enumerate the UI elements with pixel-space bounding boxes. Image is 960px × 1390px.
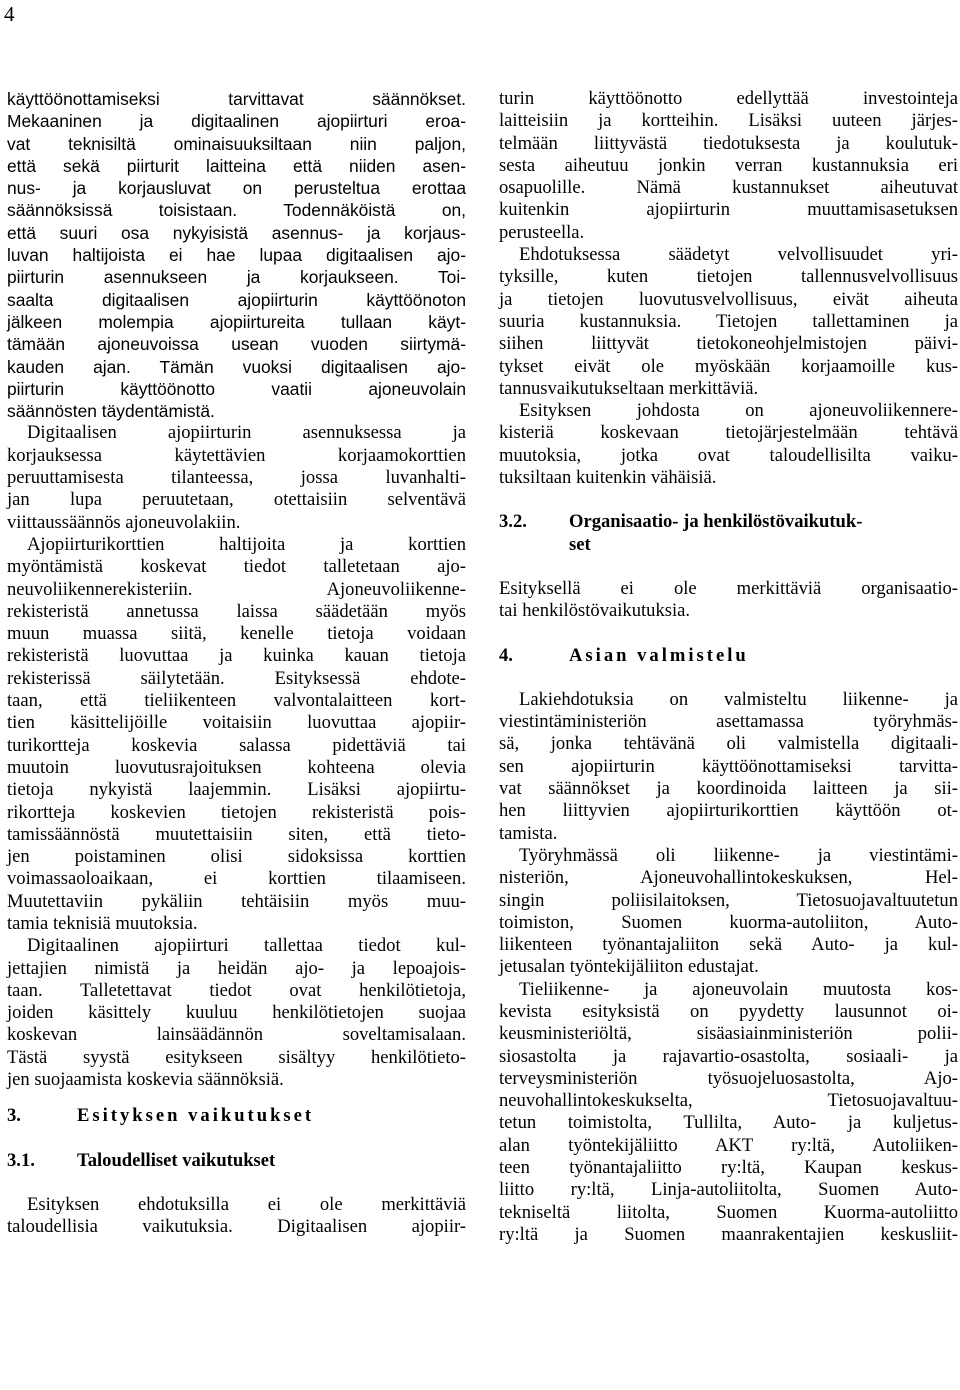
heading-number: 3.: [7, 1105, 21, 1127]
text-line: ja tietojen luovutusvelvollisuus, eivät aiheuta: [499, 288, 958, 310]
paragraph-velvollisuudet: [499, 244, 958, 400]
text-line: liitto ry:ltä, Linja-autoliitolta, Suomen Auto-: [499, 1179, 958, 1201]
text-line: korjauksessa käytettävien korjaamokorttien: [7, 444, 466, 466]
text-line: siihen liittyvät tietokoneohjelmistojen päivi-: [499, 333, 958, 355]
text-line: kevista esityksistä on pyydetty lausunnot oi-: [499, 1000, 958, 1022]
text-line: myöntämistä koskevat tiedot talletetaan ajo-: [7, 556, 466, 578]
text-line: kuitenkin ajopiirturin muuttamisasetuksen: [499, 199, 958, 221]
text-line: vat teknisiltä ominaisuuksiltaan niin paljon,: [7, 133, 466, 154]
text-line: käyttöönottamiseksi tarvittavat säännökset.: [7, 89, 466, 109]
text-line: tien käsittelijöille voitaisiin luovuttaa ajopiir-: [7, 712, 466, 734]
heading-asian-valmistelu: [499, 645, 958, 667]
text-line: Esityksen ehdotuksilla ei ole merkittäviä: [27, 1193, 466, 1215]
paragraph-kustannukset: [499, 88, 958, 244]
text-line: muun muassa siitä, kenelle tietoja voidaan: [7, 623, 466, 645]
paragraph-tyoryhma: [499, 845, 958, 979]
text-line: tamissäännöstä muutettaisiin siten, että tieto-: [7, 823, 466, 845]
text-line: taan, että tieliikenteen valvontalaitteen kort-: [7, 690, 466, 712]
text-line: sä, jonka tehtävänä oli valmistella digitaali-: [499, 733, 958, 755]
text-line: singin poliisilaitoksen, Tietosuojavaltuutetun: [499, 889, 958, 911]
text-line: Esityksen johdosta on ajoneuvoliikennere-: [519, 400, 958, 422]
paragraph-organisaatio: [499, 578, 958, 623]
text-line: Esityksellä ei ole merkittäviä organisaatio-: [499, 577, 958, 599]
text-line: tämään ajoneuvoissa usean vuoden siirtymä-: [7, 334, 466, 355]
text-line: Työryhmässä oli liikenne- ja viestintämi-: [519, 844, 958, 866]
text-line: viittaussäännös ajoneuvolakiin.: [7, 511, 241, 533]
heading-line: Organisaatio- ja henkilöstövaikutuk-: [569, 511, 863, 533]
text-line: turikortteja koskevia salassa pidettäviä tai: [7, 734, 466, 756]
text-line: Muutettaviin pykäliin tehtäisiin myös muu-: [7, 890, 466, 912]
text-line: terveysministeriön työsuojeluosastolta, Ajo-: [499, 1067, 958, 1089]
text-line: kauden ajan. Tämän vuoksi digitaalisen ajo-: [7, 356, 466, 377]
heading-number: 3.2.: [499, 511, 527, 533]
text-line: piirturin asennukseen ja korjaukseen. Toi-: [7, 267, 466, 288]
text-line: Tästä syystä esitykseen sisältyy henkilötieto-: [7, 1046, 466, 1068]
text-line: jetusalan työntekijäliiton edustajat.: [499, 956, 759, 978]
text-line: sen ajopiirturin käyttöönottamiseksi tarvitta-: [499, 755, 958, 777]
text-line: kisteriä koskevaan tietojärjestelmään tehtävä: [499, 422, 958, 444]
text-line: koskevan lainsäädännön soveltamisalaan.: [7, 1024, 466, 1046]
paragraph-korjaamokortit: [7, 422, 466, 533]
text-line: että suuri osa nykyisistä asennus- ja korjaus-: [7, 222, 466, 243]
text-line: Ajopiirturikorttien haltijoita ja korttien: [27, 533, 466, 555]
heading-taloudelliset-vaikutukset: [7, 1150, 466, 1172]
right-column: [499, 88, 958, 1246]
text-line: neuvoliikennerekisteriin. Ajoneuvoliikenne-: [7, 578, 466, 600]
text-line: tai henkilöstövaikutuksia.: [499, 600, 691, 622]
text-line: tannusvaikutukseltaan merkittäviä.: [499, 377, 759, 399]
text-line: taan. Talletettavat tiedot ovat henkilötietoja,: [7, 979, 466, 1001]
text-line: ry:ltä ja Suomen maanrakentajien keskusliit-: [499, 1223, 958, 1245]
text-line: teen työnantajaliitto ry:ltä, Kaupan keskus-: [499, 1157, 958, 1179]
text-line: joiden käsittely kuuluu henkilötietojen suojaa: [7, 1002, 466, 1024]
text-line: keusministeriöltä, sisäasiainministeriön polii-: [499, 1023, 958, 1045]
text-line: perusteella.: [499, 221, 585, 243]
paragraph-tietojarjestelma: [499, 400, 958, 489]
heading-text: Asian valmistelu: [569, 644, 749, 666]
text-line: peruuttamisesta tilanteessa, jossa luvanhalti-: [7, 467, 466, 489]
text-line: Lakiehdotuksia on valmisteltu liikenne- ja: [519, 688, 958, 710]
text-line: voimassaoloaikaan, ei korttien tilaamiseen.: [7, 868, 466, 890]
text-line: muutoksia, jotka ovat taloudellisilta vaiku-: [499, 444, 958, 466]
heading-esityksen-vaikutukset: [7, 1105, 466, 1127]
text-line: nisteriön, Ajoneuvohallintokeskuksen, Hel-: [499, 867, 958, 889]
text-line: luvan haltijoista ei hae lupaa digitaalisen ajo-: [7, 245, 466, 266]
text-line: tetun toimistolta, Tullilta, Auto- ja kuljetus-: [499, 1112, 958, 1134]
text-line: tuksiltaan kuitenkin vähäisiä.: [499, 467, 717, 489]
heading-number: 4.: [499, 644, 513, 666]
heading-text: Esityksen vaikutukset: [77, 1105, 315, 1127]
text-line: rekisteristä annetussa laissa säädetään myös: [7, 600, 466, 622]
text-line: rekisterissä säilytetään. Esityksessä ehdote-: [7, 667, 466, 689]
text-line: että sekä piirturit laitteina että niiden asen-: [7, 155, 466, 176]
text-line: jen suojaamista koskevia säännöksiä.: [7, 1069, 284, 1091]
text-line: nus- ja korjausluvat on perusteltua erottaa: [7, 178, 466, 199]
text-line: jettajien nimistä ja heidän ajo- ja lepoajois-: [7, 957, 466, 979]
text-line: suuria kustannuksia. Tietojen tallettaminen ja: [499, 310, 958, 332]
text-line: viestintäministeriön asettamassa työryhmäs-: [499, 711, 958, 733]
text-line: tamista.: [499, 822, 558, 844]
left-column: [7, 88, 466, 1239]
text-line: muutoin luovutusrajoituksen kohteena olevia: [7, 756, 466, 778]
text-line: tamia teknisiä muutoksia.: [7, 912, 198, 934]
text-line: turin käyttöönotto edellyttää investointeja: [499, 88, 958, 109]
text-line: rekisteristä luovuttaa ja kuinka kauan tietoja: [7, 645, 466, 667]
text-line: jen poistaminen olisi sidoksissa korttien: [7, 846, 466, 868]
text-line: telmään liittyvästä tiedotuksesta ja koulutuk-: [499, 132, 958, 154]
text-line: Tieliikenne- ja ajoneuvolain muutosta kos-: [519, 978, 958, 1000]
text-line: Digitaalisen ajopiirturin asennuksessa ja: [27, 422, 466, 444]
text-line: jälkeen molempia ajopiirtureita tullaan käyt-: [7, 311, 466, 332]
paragraph-ajopiirturi-luvat: [7, 88, 466, 422]
text-line: taloudellisia vaikutuksia. Digitaalisen ajopiir-: [7, 1216, 466, 1238]
text-line: säännöksissä toisistaan. Todennäköistä on,: [7, 200, 466, 221]
text-line: tykset eivät ole myöskään korjaamoille kus-: [499, 355, 958, 377]
text-line: rikortteja koskevien tietojen rekisteristä pois-: [7, 801, 466, 823]
text-line: saalta digitaalisen ajopiirturin käyttöönoton: [7, 289, 466, 310]
text-line: alan työntekijäliitto AKT ry:ltä, Autoliiken-: [499, 1134, 958, 1156]
text-line: siosastolta ja rajavartio-osastolta, sosiaali- ja: [499, 1045, 958, 1067]
text-line: tyksille, kuten tietojen tallennusvelvollisuus: [499, 266, 958, 288]
heading-text: [569, 511, 862, 556]
text-line: laitteisiin ja kortteihin. Lisäksi uuteen järjes-: [499, 110, 958, 132]
text-line: neuvohallintokeskukselta, Tietosuojavaltuu-: [499, 1090, 958, 1112]
text-line: Mekaaninen ja digitaalinen ajopiirturi eroa-: [7, 111, 466, 132]
text-line: jan lupa peruutetaan, otettaisiin selventävä: [7, 489, 466, 511]
text-line: tietoja nykyistä laajemmin. Lisäksi ajopiirtu-: [7, 779, 466, 801]
text-line: liikenteen työnantajaliiton sekä Auto- ja kul-: [499, 934, 958, 956]
text-line: Ehdotuksessa säädetyt velvollisuudet yri-: [519, 244, 958, 266]
paragraph-henkilotiedot: [7, 935, 466, 1091]
text-line: osapuolille. Nämä kustannukset aiheutuvat: [499, 177, 958, 199]
paragraph-taloudelliset: [7, 1194, 466, 1239]
text-line: säännösten täydentämistä.: [7, 401, 215, 422]
paragraph-lausunnot: [499, 979, 958, 1247]
text-line: toimiston, Suomen kuorma-autoliiton, Auto-: [499, 911, 958, 933]
text-line: vat säännökset ja koordinoida laitteen ja sii-: [499, 778, 958, 800]
text-line: piirturin käyttöönotto vaatii ajoneuvolain: [7, 378, 466, 399]
heading-organisaatiovaikutukset: [499, 511, 958, 556]
heading-line: set: [569, 533, 591, 555]
text-line: hen liittyvien ajopiirturikorttien käyttöön ot-: [499, 800, 958, 822]
text-line: Digitaalinen ajopiirturi tallettaa tiedot kul-: [27, 935, 466, 957]
paragraph-rekisteri: [7, 534, 466, 935]
heading-text: Taloudelliset vaikutukset: [77, 1149, 276, 1171]
paragraph-valmistelu: [499, 689, 958, 845]
text-line: sesta aiheutuu jonkin verran kustannuksia eri: [499, 154, 958, 176]
heading-number: 3.1.: [7, 1149, 35, 1171]
page-number: 4: [4, 2, 15, 26]
text-line: tekniseltä liitolta, Suomen Kuorma-autoliitto: [499, 1201, 958, 1223]
